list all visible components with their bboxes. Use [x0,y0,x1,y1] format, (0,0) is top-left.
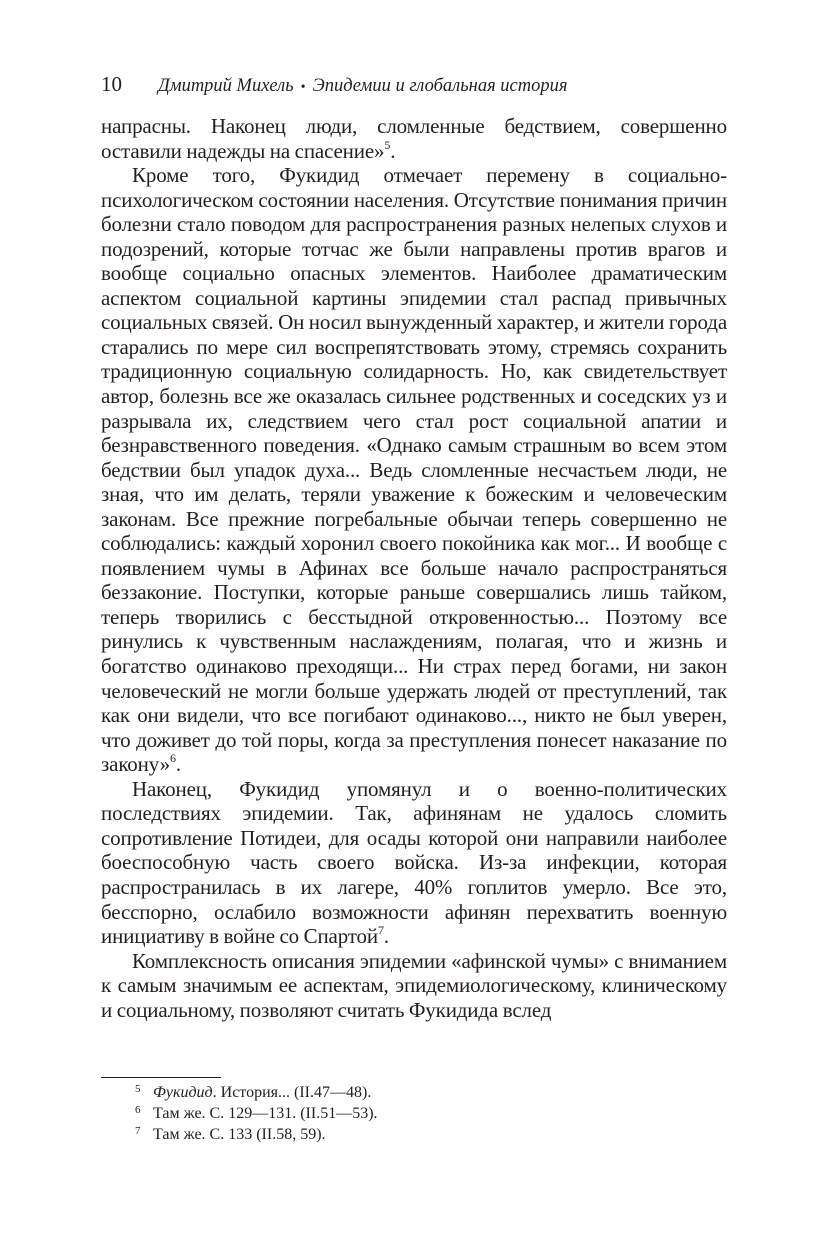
footnote-ref: 7 [377,923,384,938]
paragraph [101,949,727,1023]
paragraph-tail: . [175,752,181,777]
paragraph-text: напрасны. Наконец люди, сломленные бедствием, совершенно оставили надежды на спасение» [101,114,727,163]
footnote-divider [101,1077,221,1078]
paragraph [101,114,727,163]
running-head [101,72,727,100]
footnote-ref: 6 [169,751,176,766]
page [101,72,727,1022]
paragraph-text: Комплексность описания эпидемии «афинской чумы» с вниманием к самым значимым ее аспектам, эпидемиологическому, клиническому и социальному, позволяют считать Фукидида вслед [101,948,727,1022]
footnote-text: . История... (II.47—48). [212,1084,372,1101]
footnote-text: Там же. С. 133 (II.58, 59). [153,1126,326,1143]
footnotes [101,1082,727,1145]
footnote-number: 6 [135,1104,141,1116]
paragraph-tail: . [383,924,389,949]
running-book-title: Эпидемии и глобальная история [312,76,568,96]
footnote [101,1082,727,1103]
paragraph [101,777,727,949]
footnote-author: Фукидид [153,1084,213,1101]
footnote-number: 5 [135,1083,141,1095]
footnote-ref: 5 [384,137,391,152]
paragraph-text: Кроме того, Фукидид отмечает перемену в социально-психологическом состоянии населения. Отсутствие понимания причин болезни стало поводом для распространения разных нелепых слухов и подозрений, которые тотчас же были направлены против врагов и вообще социально опасных элементов. Наиболее драматическим аспектом социальной картины эпидемии стал распад привычных социальных связей. Он носил вынужденный характер, и жители города старались по мере сил воспрепятствовать этому, стремясь сохранить традиционную социальную солидарность. Но, как свидетельствует автор, болезнь все же оказалась сильнее родственных и соседских уз и разрывала их, следствием чего стал рост социальной апатии и безнравственного поведения. «Однако самым страшным во всем этом бедствии был упадок духа... Ведь сломленные несчастьем люди, не зная, что им делать, теряли уважение к божеским и человеческим законам. Все прежние погребальные обычаи теперь совершенно не соблюдались: каждый хоронил своего покойника как мог... И вообще с появлением чумы в Афинах все больше начало распространяться беззаконие. Поступки, которые раньше совершались лишь тайком, теперь творились с бесстыдной откровенностью... Поэтому все ринулись к чувственным наслаждениям, полагая, что и жизнь и богатство одинаково преходящи... Ни страх перед богами, ни закон человеческий не могли больше удержать людей от преступлений, так как они видели, что все погибают одинаково..., никто не был уверен, что доживет до той поры, когда за преступления понесет наказание по закону» [101,163,727,777]
paragraph-text: Наконец, Фукидид упомянул и о военно-политических последствиях эпидемии. Так, афинянам не удалось сломить сопротивление Потидеи, для осады которой они направили наиболее боеспособную часть своего войска. Из-за инфекции, которая распространилась в их лагере, 40% гоплитов умерло. Все это, бесспорно, ослабило возможности афинян перехватить военную инициативу в войне со Спартой [101,776,727,949]
footnote-number: 7 [135,1125,141,1137]
paragraph [101,163,727,777]
running-author: Дмитрий Михель [158,76,294,96]
footnote [101,1103,727,1124]
running-separator: • [300,80,306,95]
paragraph-tail: . [390,138,396,163]
footnote-text: Там же. С. 129—131. (II.51—53). [153,1105,378,1122]
footnote [101,1124,727,1145]
page-number: 10 [101,72,122,96]
body-text [101,114,727,1022]
